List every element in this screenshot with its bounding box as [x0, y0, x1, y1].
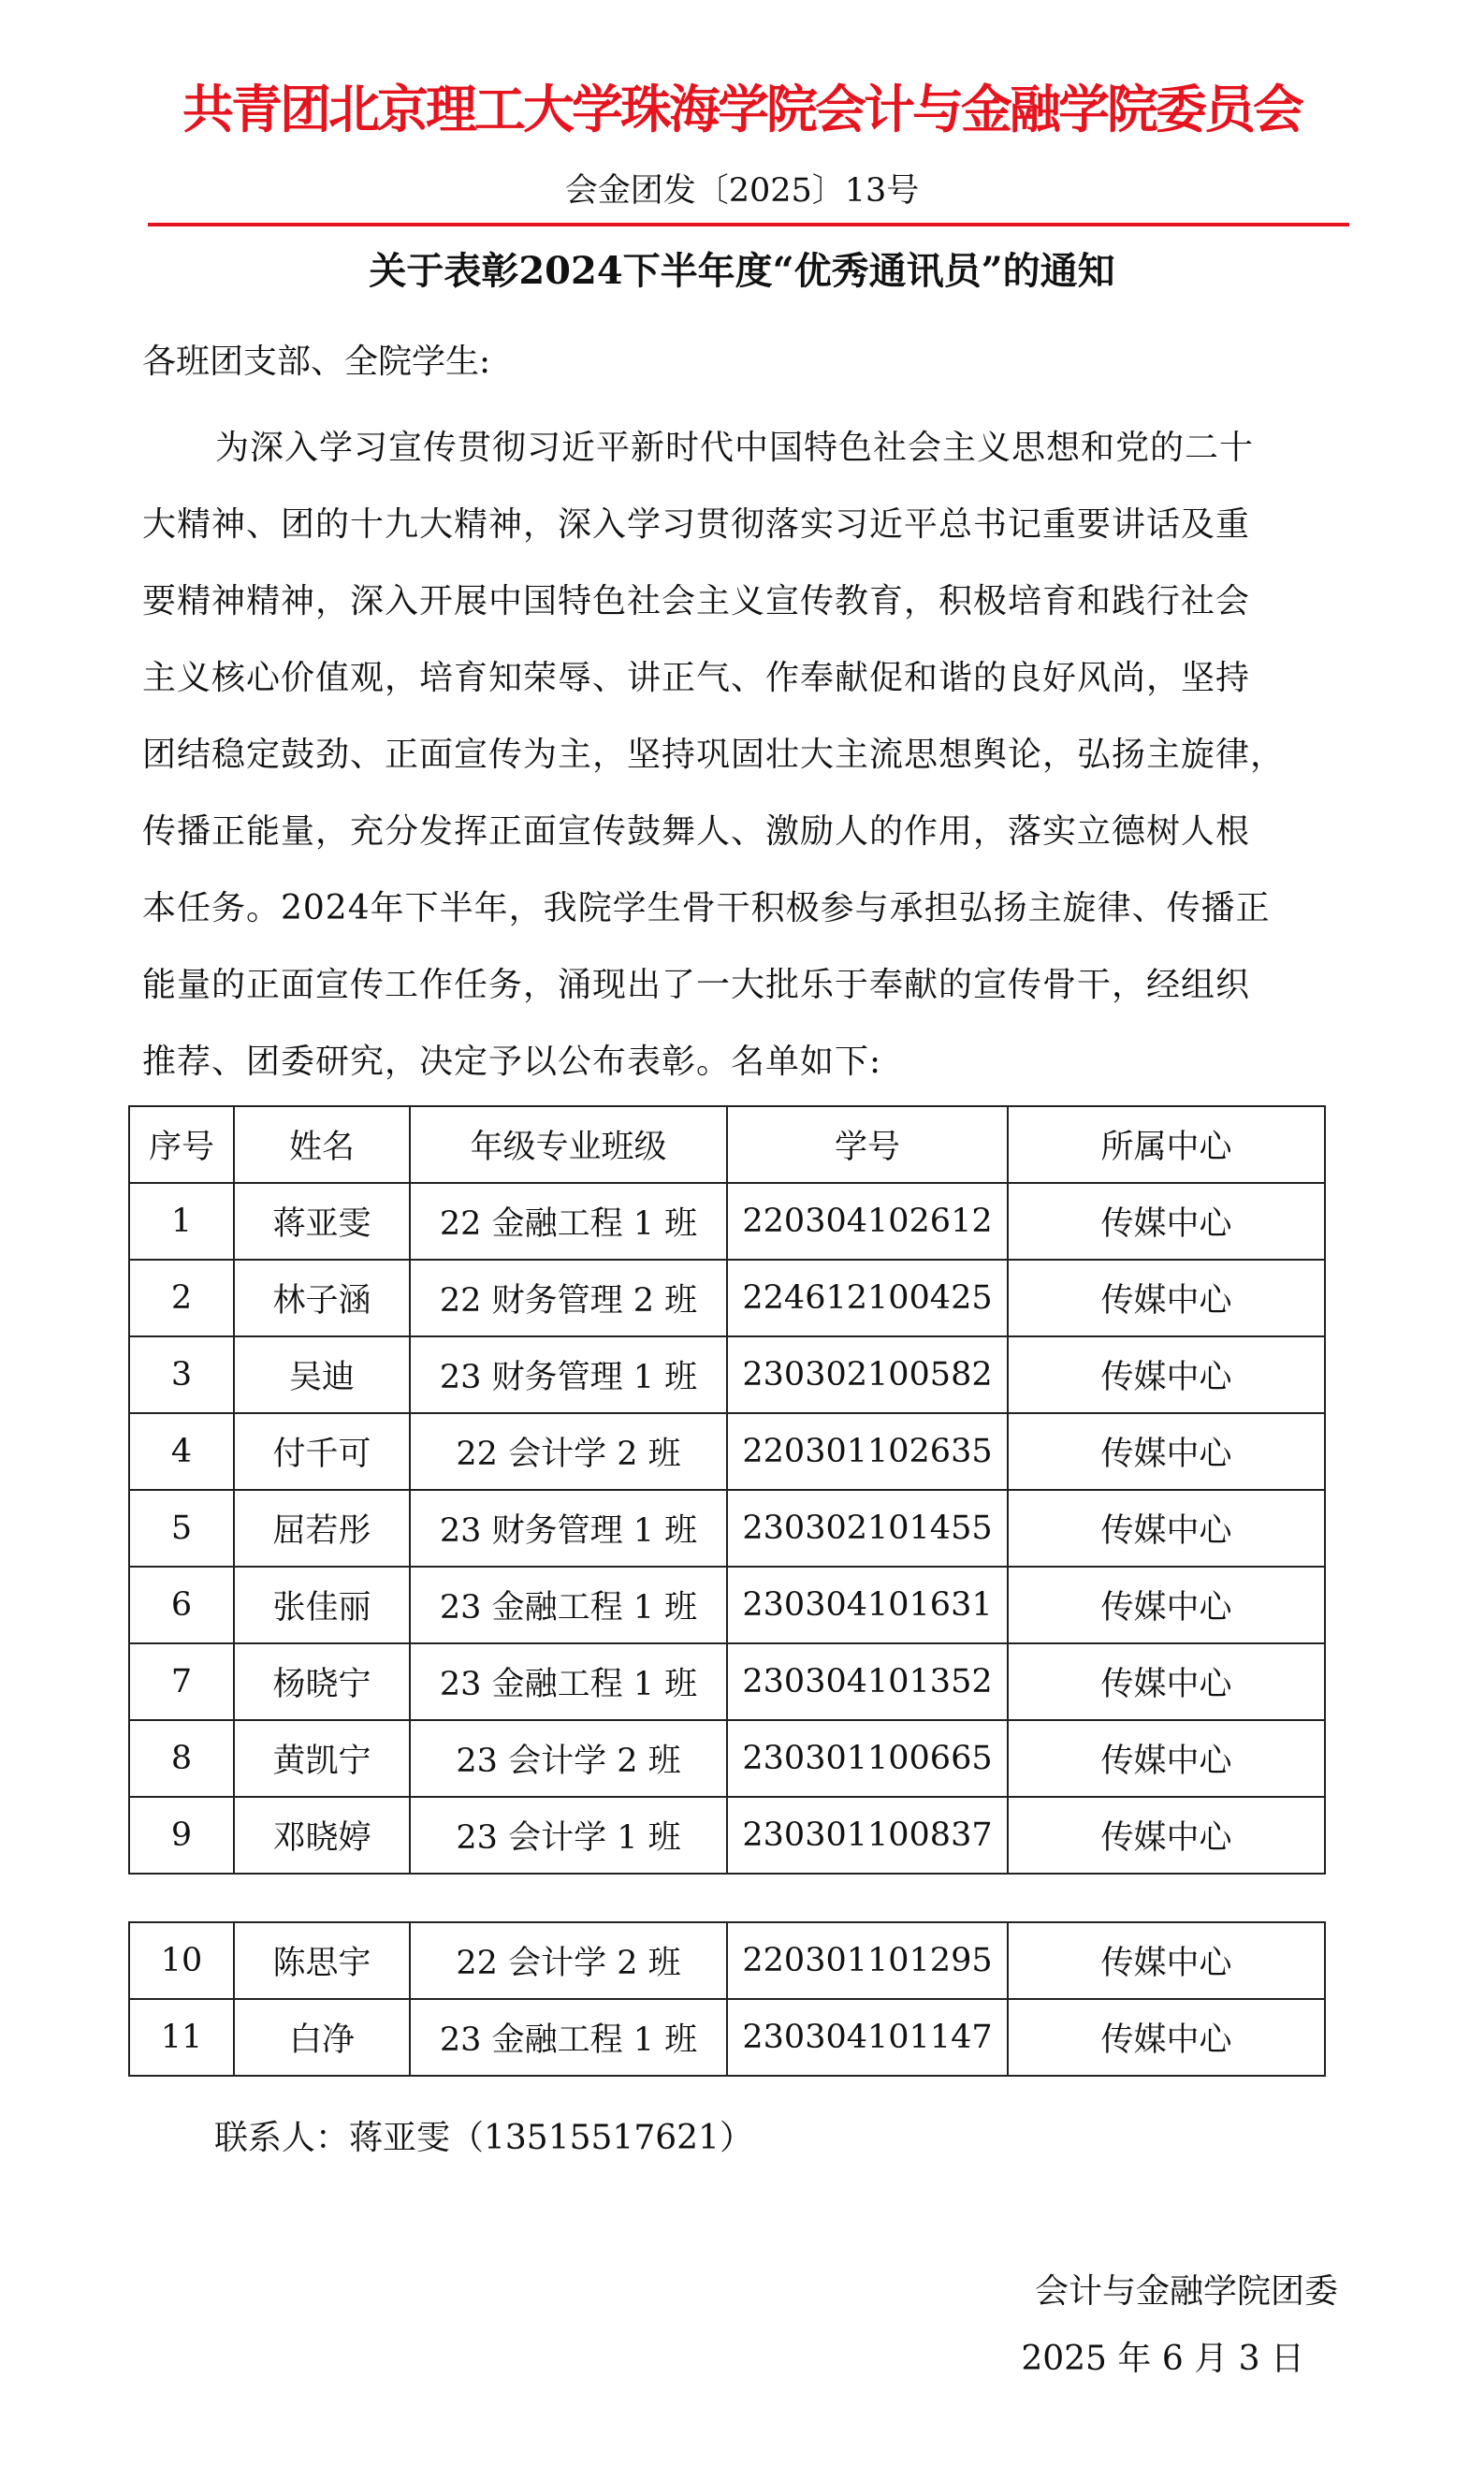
body-line: 团结稳定鼓劲、正面宣传为主，坚持巩固壮大主流思想舆论，弘扬主旋律， [142, 736, 1286, 774]
table-row [129, 1567, 1325, 1643]
cell-index: 8 [129, 1720, 234, 1797]
honoree-table-continued [128, 1921, 1326, 2077]
cell-student-id: 230304101147 [727, 1999, 1008, 2076]
column-header-student-id: 学号 [727, 1106, 1008, 1183]
cell-name: 林子涵 [234, 1260, 410, 1336]
cell-index: 10 [129, 1922, 234, 1999]
body-line: 大精神、团的十九大精神，深入学习贯彻落实习近平总书记重要讲话及重 [142, 505, 1251, 544]
body-line: 本任务。2024年下半年，我院学生骨干积极参与承担弘扬主旋律、传播正 [142, 889, 1271, 927]
notice-body [142, 410, 1345, 1101]
table-row [129, 1720, 1325, 1797]
cell-class: 23 会计学 2 班 [410, 1720, 727, 1797]
column-header-center: 所属中心 [1008, 1106, 1325, 1183]
cell-center: 传媒中心 [1008, 1643, 1325, 1720]
cell-name: 陈思宇 [234, 1922, 410, 1999]
cell-student-id: 230301100837 [727, 1797, 1008, 1874]
cell-student-id: 224612100425 [727, 1260, 1008, 1336]
cell-index: 1 [129, 1183, 234, 1260]
cell-name: 付千可 [234, 1413, 410, 1490]
table-row [129, 1490, 1325, 1567]
cell-name: 张佳丽 [234, 1567, 410, 1643]
cell-center: 传媒中心 [1008, 1413, 1325, 1490]
table-row [129, 1260, 1325, 1336]
cell-student-id: 220301101295 [727, 1922, 1008, 1999]
table-row [129, 1183, 1325, 1260]
table-row [129, 1643, 1325, 1720]
cell-student-id: 230304101352 [727, 1643, 1008, 1720]
column-header-name: 姓名 [234, 1106, 410, 1183]
cell-class: 23 金融工程 1 班 [410, 1643, 727, 1720]
table-row [129, 1413, 1325, 1490]
cell-index: 2 [129, 1260, 234, 1336]
body-line: 为深入学习宣传贯彻习近平新时代中国特色社会主义思想和党的二十 [215, 429, 1255, 467]
cell-center: 传媒中心 [1008, 1490, 1325, 1567]
cell-class: 23 财务管理 1 班 [410, 1490, 727, 1567]
cell-index: 6 [129, 1567, 234, 1643]
body-line: 主义核心价值观，培育知荣辱、讲正气、作奉献促和谐的良好风尚，坚持 [142, 659, 1251, 697]
cell-name: 屈若彤 [234, 1490, 410, 1567]
cell-center: 传媒中心 [1008, 1797, 1325, 1874]
cell-class: 23 财务管理 1 班 [410, 1336, 727, 1413]
cell-index: 7 [129, 1643, 234, 1720]
cell-class: 23 会计学 1 班 [410, 1797, 727, 1874]
cell-index: 9 [129, 1797, 234, 1874]
cell-name: 黄凯宁 [234, 1720, 410, 1797]
cell-class: 23 金融工程 1 班 [410, 1567, 727, 1643]
cell-center: 传媒中心 [1008, 1567, 1325, 1643]
cell-name: 白净 [234, 1999, 410, 2076]
cell-name: 杨晓宁 [234, 1643, 410, 1720]
column-header-index: 序号 [129, 1106, 234, 1183]
column-header-class: 年级专业班级 [410, 1106, 727, 1183]
red-divider-line [148, 223, 1349, 226]
table-header-row [129, 1106, 1325, 1183]
cell-name: 吴迪 [234, 1336, 410, 1413]
cell-center: 传媒中心 [1008, 1720, 1325, 1797]
cell-name: 邓晓婷 [234, 1797, 410, 1874]
honoree-table [128, 1105, 1326, 1875]
cell-center: 传媒中心 [1008, 1260, 1325, 1336]
cell-class: 22 会计学 2 班 [410, 1922, 727, 1999]
cell-name: 蒋亚雯 [234, 1183, 410, 1260]
body-line: 能量的正面宣传工作任务，涌现出了一大批乐于奉献的宣传骨干，经组织 [142, 966, 1251, 1004]
cell-center: 传媒中心 [1008, 1999, 1325, 2076]
body-line: 传播正能量，充分发挥正面宣传鼓舞人、激励人的作用，落实立德树人根 [142, 812, 1251, 851]
cell-student-id: 230301100665 [727, 1720, 1008, 1797]
cell-class: 22 财务管理 2 班 [410, 1260, 727, 1336]
salutation: 各班团支部、全院学生: [142, 343, 491, 381]
cell-student-id: 230302100582 [727, 1336, 1008, 1413]
cell-student-id: 220304102612 [727, 1183, 1008, 1260]
notice-title: 关于表彰2024下半年度“优秀通讯员”的通知 [369, 249, 1115, 293]
cell-center: 传媒中心 [1008, 1183, 1325, 1260]
table-row [129, 1797, 1325, 1874]
cell-index: 5 [129, 1490, 234, 1567]
cell-center: 传媒中心 [1008, 1922, 1325, 1999]
cell-student-id: 220301102635 [727, 1413, 1008, 1490]
cell-class: 22 会计学 2 班 [410, 1413, 727, 1490]
cell-class: 22 金融工程 1 班 [410, 1183, 727, 1260]
signature-date: 2025 年 6 月 3 日 [1021, 2340, 1304, 2378]
cell-student-id: 230304101631 [727, 1567, 1008, 1643]
signature-organization: 会计与金融学院团委 [1034, 2272, 1338, 2311]
contact-info: 联系人：蒋亚雯（13515517621） [214, 2119, 753, 2157]
body-line: 推荐、团委研究，决定予以公布表彰。名单如下: [142, 1043, 882, 1081]
cell-index: 4 [129, 1413, 234, 1490]
cell-student-id: 230302101455 [727, 1490, 1008, 1567]
cell-class: 23 金融工程 1 班 [410, 1999, 727, 2076]
document-number: 会金团发〔2025〕13号 [564, 172, 920, 210]
table-row [129, 1922, 1325, 1999]
table-row [129, 1336, 1325, 1413]
table-row [129, 1999, 1325, 2076]
document-header-title: 共青团北京理工大学珠海学院会计与金融学院委员会 [182, 79, 1302, 139]
body-line: 要精神精神，深入开展中国特色社会主义宣传教育，积极培育和践行社会 [142, 582, 1251, 620]
cell-center: 传媒中心 [1008, 1336, 1325, 1413]
cell-index: 3 [129, 1336, 234, 1413]
cell-index: 11 [129, 1999, 234, 2076]
